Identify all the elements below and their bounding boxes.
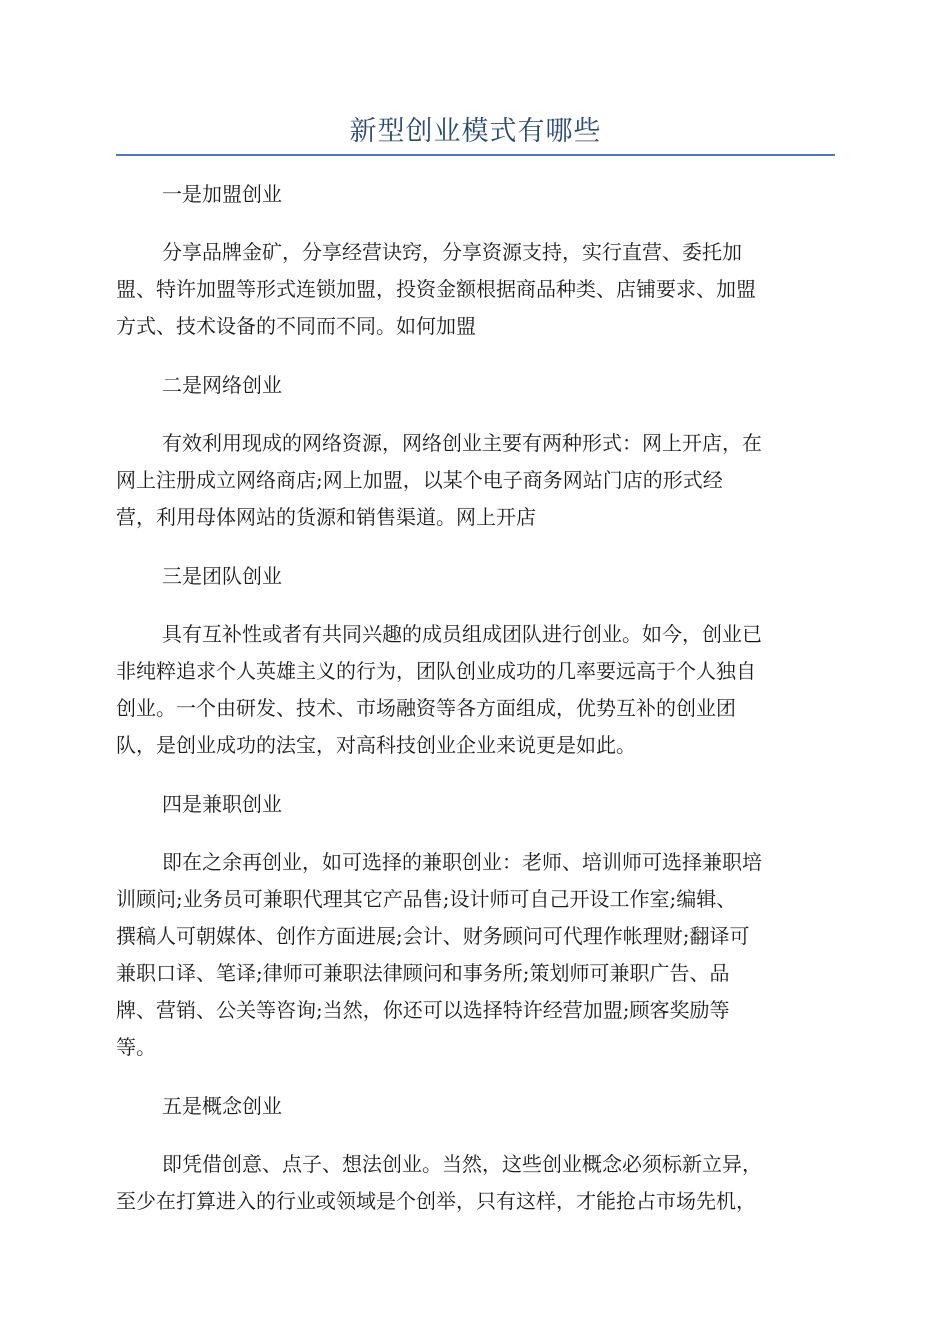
section-team — [116, 558, 835, 764]
document-title: 新型创业模式有哪些 — [349, 116, 602, 147]
document-body — [116, 176, 835, 1242]
paragraph-line: 创业。一个由研发、技术、市场融资等各方面组成，优势互补的创业团 — [116, 696, 736, 720]
section-concept — [116, 1088, 835, 1220]
paragraph-line: 牌、营销、公关等咨询;当然，你还可以选择特许经营加盟;顾客奖励等 — [116, 998, 730, 1022]
section-paragraph — [116, 1146, 835, 1220]
section-paragraph — [116, 844, 835, 1066]
paragraph-line: 即在之余再创业，如可选择的兼职创业：老师、培训师可选择兼职培 — [162, 850, 762, 874]
paragraph-line: 等。 — [116, 1035, 156, 1059]
section-paragraph — [116, 425, 835, 536]
paragraph-line: 至少在打算进入的行业或领域是个创举，只有这样，才能抢占市场先机， — [116, 1189, 756, 1213]
paragraph-line: 方式、技术设备的不同而不同。如何加盟 — [116, 314, 476, 338]
paragraph-line: 分享品牌金矿，分享经营诀窍，分享资源支持，实行直营、委托加 — [162, 240, 742, 264]
section-heading: 四是兼职创业 — [162, 792, 282, 816]
section-paragraph — [116, 234, 835, 345]
section-part-time — [116, 786, 835, 1066]
paragraph-line: 兼职口译、笔译;律师可兼职法律顾问和事务所;策划师可兼职广告、品 — [116, 961, 730, 985]
section-heading: 二是网络创业 — [162, 373, 282, 397]
paragraph-line: 盟、特许加盟等形式连锁加盟，投资金额根据商品种类、店铺要求、加盟 — [116, 277, 756, 301]
section-heading: 一是加盟创业 — [162, 182, 282, 206]
title-underline — [116, 154, 835, 156]
section-heading: 五是概念创业 — [162, 1094, 282, 1118]
section-heading: 三是团队创业 — [162, 564, 282, 588]
paragraph-line: 训顾问;业务员可兼职代理其它产品售;设计师可自己开设工作室;编辑、 — [116, 887, 737, 911]
paragraph-line: 队，是创业成功的法宝，对高科技创业企业来说更是如此。 — [116, 733, 636, 757]
paragraph-line: 营，利用母体网站的货源和销售渠道。网上开店 — [116, 505, 536, 529]
paragraph-line: 即凭借创意、点子、想法创业。当然，这些创业概念必须标新立异， — [162, 1152, 762, 1176]
paragraph-line: 非纯粹追求个人英雄主义的行为，团队创业成功的几率要远高于个人独自 — [116, 659, 756, 683]
section-paragraph — [116, 616, 835, 764]
section-franchise — [116, 176, 835, 345]
paragraph-line: 网上注册成立网络商店;网上加盟，以某个电子商务网站门店的形式经 — [116, 468, 723, 492]
section-online — [116, 367, 835, 536]
paragraph-line: 撰稿人可朝媒体、创作方面进展;会计、财务顾问可代理作帐理财;翻译可 — [116, 924, 750, 948]
paragraph-line: 具有互补性或者有共同兴趣的成员组成团队进行创业。如今，创业已 — [162, 622, 762, 646]
paragraph-line: 有效利用现成的网络资源，网络创业主要有两种形式：网上开店，在 — [162, 431, 762, 455]
